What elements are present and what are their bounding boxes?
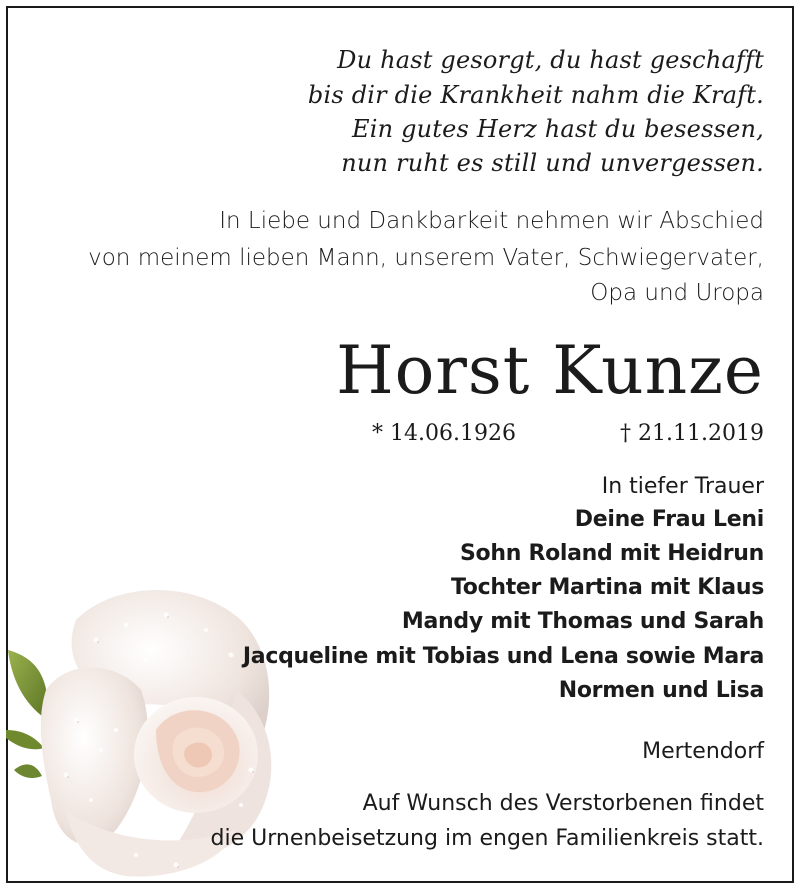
notice-line-1: Auf Wunsch des Verstorbenen findet <box>362 791 764 816</box>
intro-line-1: In Liebe und Dankbarkeit nehmen wir Abschied <box>219 208 764 234</box>
birth-date: * 14.06.1926 <box>372 421 516 446</box>
mourner-name: Mandy mit Thomas und Sarah <box>401 609 764 634</box>
death-date: † 21.11.2019 <box>620 421 764 446</box>
mourner-name: Jacqueline mit Tobias und Lena sowie Mara <box>242 644 764 669</box>
poem-line-2: bis dir die Krankheit nahm die Kraft. <box>307 81 764 109</box>
mourner-name: Normen und Lisa <box>558 678 764 703</box>
mourner-name: Tochter Martina mit Klaus <box>451 575 764 600</box>
poem-line-4: nun ruht es still und unvergessen. <box>341 149 764 177</box>
notice-line-2: die Urnenbeisetzung im engen Familienkreis statt. <box>210 826 764 851</box>
poem-line-3: Ein gutes Herz hast du besessen, <box>352 115 764 143</box>
intro-line-3: Opa und Uropa <box>590 280 764 306</box>
poem-line-1: Du hast gesorgt, du hast geschafft <box>337 46 764 74</box>
mourner-name: Sohn Roland mit Heidrun <box>460 541 764 566</box>
place-name: Mertendorf <box>642 739 764 764</box>
deceased-name: Horst Kunze <box>336 332 764 409</box>
mourning-intro: In tiefer Trauer <box>601 474 764 499</box>
intro-line-2: von meinem lieben Mann, unserem Vater, Schwiegervater, <box>88 245 764 271</box>
mourner-name: Deine Frau Leni <box>574 507 764 532</box>
